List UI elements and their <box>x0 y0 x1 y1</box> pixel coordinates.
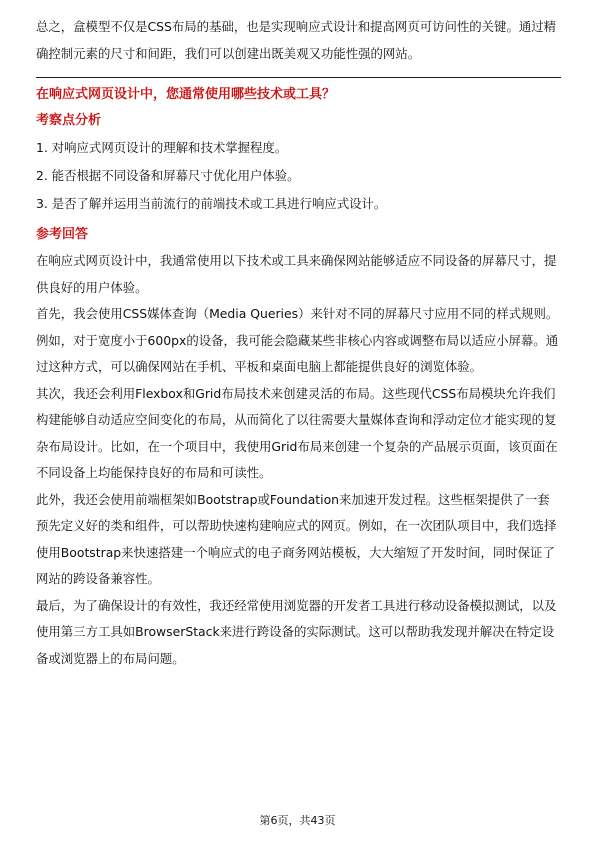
analysis-item: 1. 对响应式网页设计的理解和技术掌握程度。 <box>36 140 288 155</box>
analysis-item: 2. 能否根据不同设备和屏幕尺寸优化用户体验。 <box>36 168 300 183</box>
section-divider <box>36 77 561 78</box>
answer-paragraph: 其次，我还会利用Flexbox和Grid布局技术来创建灵活的布局。这些现代CSS布局模块允许我们构建能够自动适应空间变化的布局，从而简化了以往需要大量媒体查询和浮动定位才能实现的复杂布局设计。比如，在一个项目中，我使用Grid布局来创建一个复杂的产品展示页面，该页面在不同设备上均能保持良好的布局和可读性。 <box>36 385 558 480</box>
answer-paragraph: 最后，为了确保设计的有效性，我还经常使用浏览器的开发者工具进行移动设备模拟测试，以及使用第三方工具如BrowserStack来进行跨设备的实际测试。这可以帮助我发现并解决在特定设备或浏览器上的布局问题。 <box>36 597 557 666</box>
question-heading: 在响应式网页设计中，您通常使用哪些技术或工具？ <box>36 87 336 102</box>
analysis-item: 3. 是否了解并运用当前流行的前端技术或工具进行响应式设计。 <box>36 196 387 211</box>
answer-paragraph: 此外，我还会使用前端框架如Bootstrap或Foundation来加速开发过程。这些框架提供了一套预先定义好的类和组件，可以帮助快速构建响应式的网页。例如，在一次团队项目中，我们选择使用Bootstrap来快速搭建一个响应式的电子商务网站模板，大大缩短了开发时间，同时保证了网站的跨设备兼容性。 <box>36 491 557 586</box>
analysis-heading: 考察点分析 <box>36 113 102 128</box>
intro-paragraph: 总之，盒模型不仅是CSS布局的基础，也是实现响应式设计和提高网页可访问性的关键。通过精确控制元素的尺寸和间距，我们可以创建出既美观又功能性强的网站。 <box>36 19 557 61</box>
document-page <box>36 14 561 672</box>
answer-paragraph: 在响应式网页设计中，我通常使用以下技术或工具来确保网站能够适应不同设备的屏幕尺寸，提供良好的用户体验。 <box>36 253 557 295</box>
answer-paragraph: 首先，我会使用CSS媒体查询（Media Queries）来针对不同的屏幕尺寸应用不同的样式规则。例如，对于宽度小于600px的设备，我可能会隐藏某些非核心内容或调整布局以适应小屏幕。通过这种方式，可以确保网站在手机、平板和桌面电脑上都能提供良好的浏览体验。 <box>36 306 559 374</box>
page-number: 第6页，共43页 <box>259 814 336 827</box>
answer-heading: 参考回答 <box>36 227 89 242</box>
